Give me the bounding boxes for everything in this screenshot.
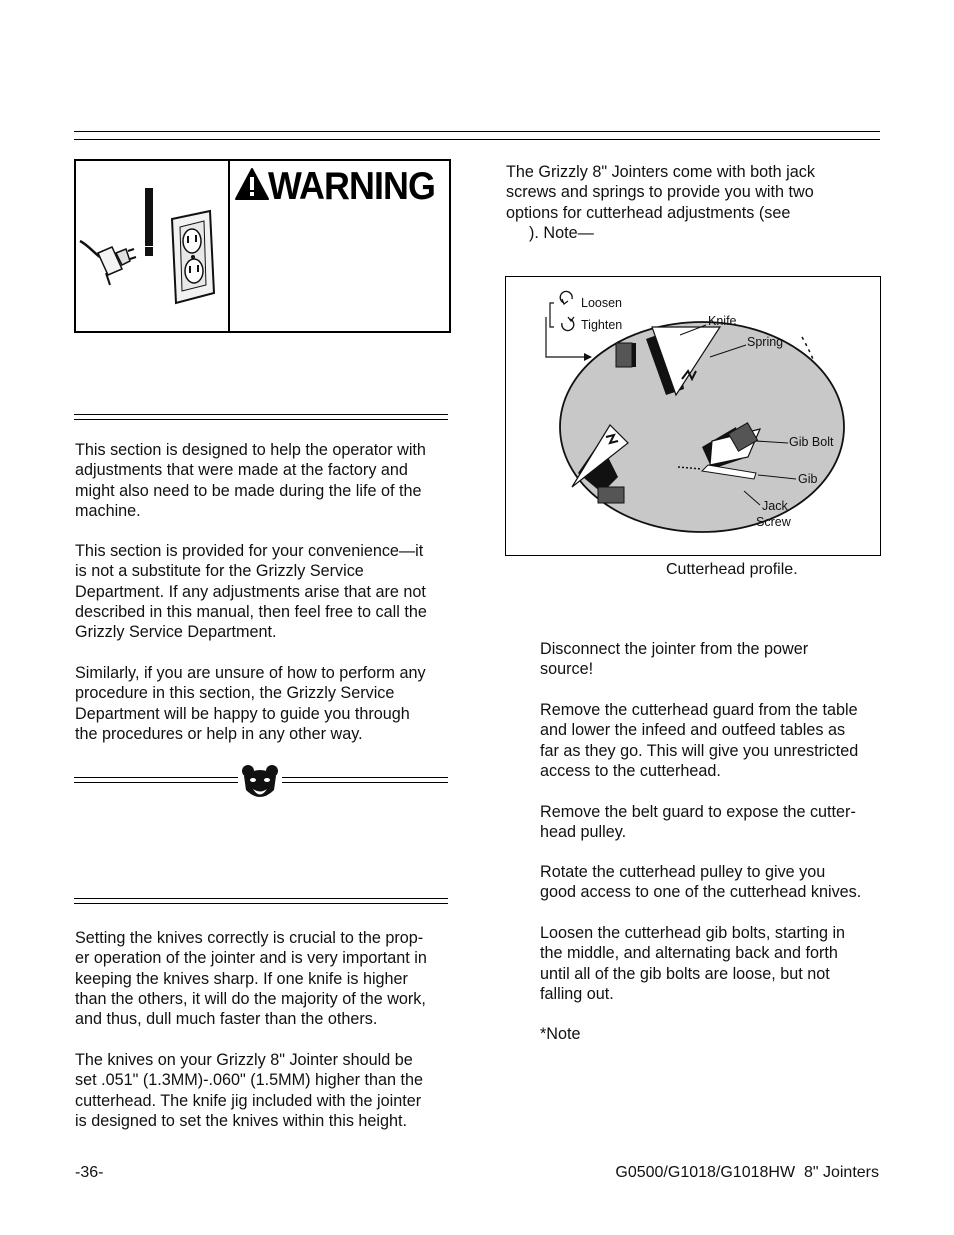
text-line: Setting the knives correctly is crucial to the prop- — [75, 929, 424, 947]
text-line: Disconnect the jointer from the power — [540, 640, 809, 658]
cutterhead-figure — [505, 276, 881, 556]
header-rule-bottom — [74, 139, 880, 140]
text-line: This section is designed to help the operator with — [75, 441, 426, 459]
step-5 — [540, 923, 879, 1004]
text-line: and thus, dull much faster than the others. — [75, 1010, 378, 1029]
label-spring: Spring — [747, 335, 784, 349]
figure-caption: Cutterhead profile. — [666, 561, 798, 578]
text-line: er operation of the jointer and is very important in — [75, 949, 427, 968]
text-line: is not a substitute for the Grizzly Service — [75, 562, 364, 581]
text-line: procedure in this section, the Grizzly Service — [75, 684, 395, 703]
text-line: cutterhead. The knife jig included with the jointer — [75, 1091, 422, 1110]
text-line: far as they go. This will give you unrestricted — [540, 741, 859, 760]
text-line: described in this manual, then feel free to call the — [75, 602, 427, 621]
text-line: the middle, and alternating back and forth — [540, 944, 838, 963]
text-line: source! — [540, 660, 594, 679]
text-line: *Note — [540, 1025, 581, 1043]
text-line: set .051" (1.3MM)-.060" (1.5MM) higher than the — [75, 1071, 423, 1090]
section-rule — [74, 414, 448, 420]
text-line: keeping the knives sharp. If one knife is higher — [75, 969, 408, 988]
header-rule-top — [74, 131, 880, 132]
warning-divider — [228, 161, 230, 331]
intro-line: ). Note— — [529, 223, 594, 242]
text-line: the procedures or help in any other way. — [75, 724, 363, 743]
paragraph-knife-setting — [75, 928, 447, 1029]
bear-divider-left — [74, 777, 238, 783]
step-4 — [540, 862, 879, 903]
text-line: Department. If any adjustments arise that are not — [75, 582, 426, 601]
step-1 — [540, 639, 879, 680]
step-3 — [540, 802, 879, 843]
loosen-icon — [560, 291, 572, 303]
text-line: might also need to be made during the life of the — [75, 481, 422, 500]
paragraph-knife-height — [75, 1050, 447, 1131]
paragraph-convenience — [75, 541, 447, 642]
label-gib-bolt: Gib Bolt — [789, 435, 834, 449]
label-jack: Jack — [762, 499, 788, 513]
label-screw: Screw — [756, 515, 791, 529]
text-line: This section is provided for your convenience—it — [75, 542, 424, 560]
label-gib: Gib — [798, 472, 818, 486]
paragraph-adjustments-intro — [75, 440, 447, 521]
grizzly-bear-logo-icon — [240, 764, 280, 804]
text-line: Grizzly Service Department. — [75, 623, 277, 642]
bear-divider-right — [282, 777, 448, 783]
intro-line: The Grizzly 8" Jointers come with both jack — [506, 163, 815, 181]
intro-line: screws and springs to provide you with two — [506, 183, 814, 202]
text-line: machine. — [75, 501, 141, 520]
warning-box — [74, 159, 451, 333]
text-line: adjustments that were made at the factory and — [75, 461, 408, 480]
intro-paragraph — [506, 162, 879, 243]
text-line: Loosen the cutterhead gib bolts, starting in — [540, 924, 846, 942]
text-line: Rotate the cutterhead pulley to give you — [540, 863, 826, 881]
intro-line: options for cutterhead adjustments (see — [506, 203, 791, 222]
text-line: and lower the infeed and outfeed tables as — [540, 721, 846, 740]
text-line: head pulley. — [540, 823, 627, 842]
text-line: until all of the gib bolts are loose, but not — [540, 964, 830, 983]
text-line: Remove the belt guard to expose the cutter- — [540, 803, 856, 821]
text-line: The knives on your Grizzly 8" Jointer should be — [75, 1051, 413, 1069]
tighten-icon — [562, 319, 574, 331]
warning-triangle-icon — [234, 167, 270, 201]
paragraph-unsure — [75, 663, 447, 744]
legend-tighten: Tighten — [581, 318, 623, 332]
model-footer: G0500/G1018/G1018HW 8" Jointers — [615, 1164, 879, 1181]
step-6-note — [540, 1024, 879, 1044]
text-line: good access to one of the cutterhead knives. — [540, 883, 862, 902]
text-line: falling out. — [540, 984, 614, 1003]
warning-title: WARNING — [268, 165, 435, 208]
text-line: Remove the cutterhead guard from the table — [540, 701, 858, 719]
label-knife: Knife — [708, 314, 737, 328]
page-number: -36- — [75, 1164, 104, 1181]
text-line: Similarly, if you are unsure of how to perform any — [75, 664, 426, 682]
unplug-icon — [76, 161, 228, 331]
text-line: than the others, it will do the majority of the work, — [75, 989, 426, 1008]
text-line: is designed to set the knives within this height. — [75, 1111, 408, 1130]
text-line: Department will be happy to guide you through — [75, 704, 410, 723]
step-2 — [540, 700, 879, 781]
section-rule — [74, 898, 448, 904]
cutterhead-drawing — [506, 277, 880, 555]
legend-loosen: Loosen — [581, 296, 623, 310]
text-line: access to the cutterhead. — [540, 761, 721, 780]
